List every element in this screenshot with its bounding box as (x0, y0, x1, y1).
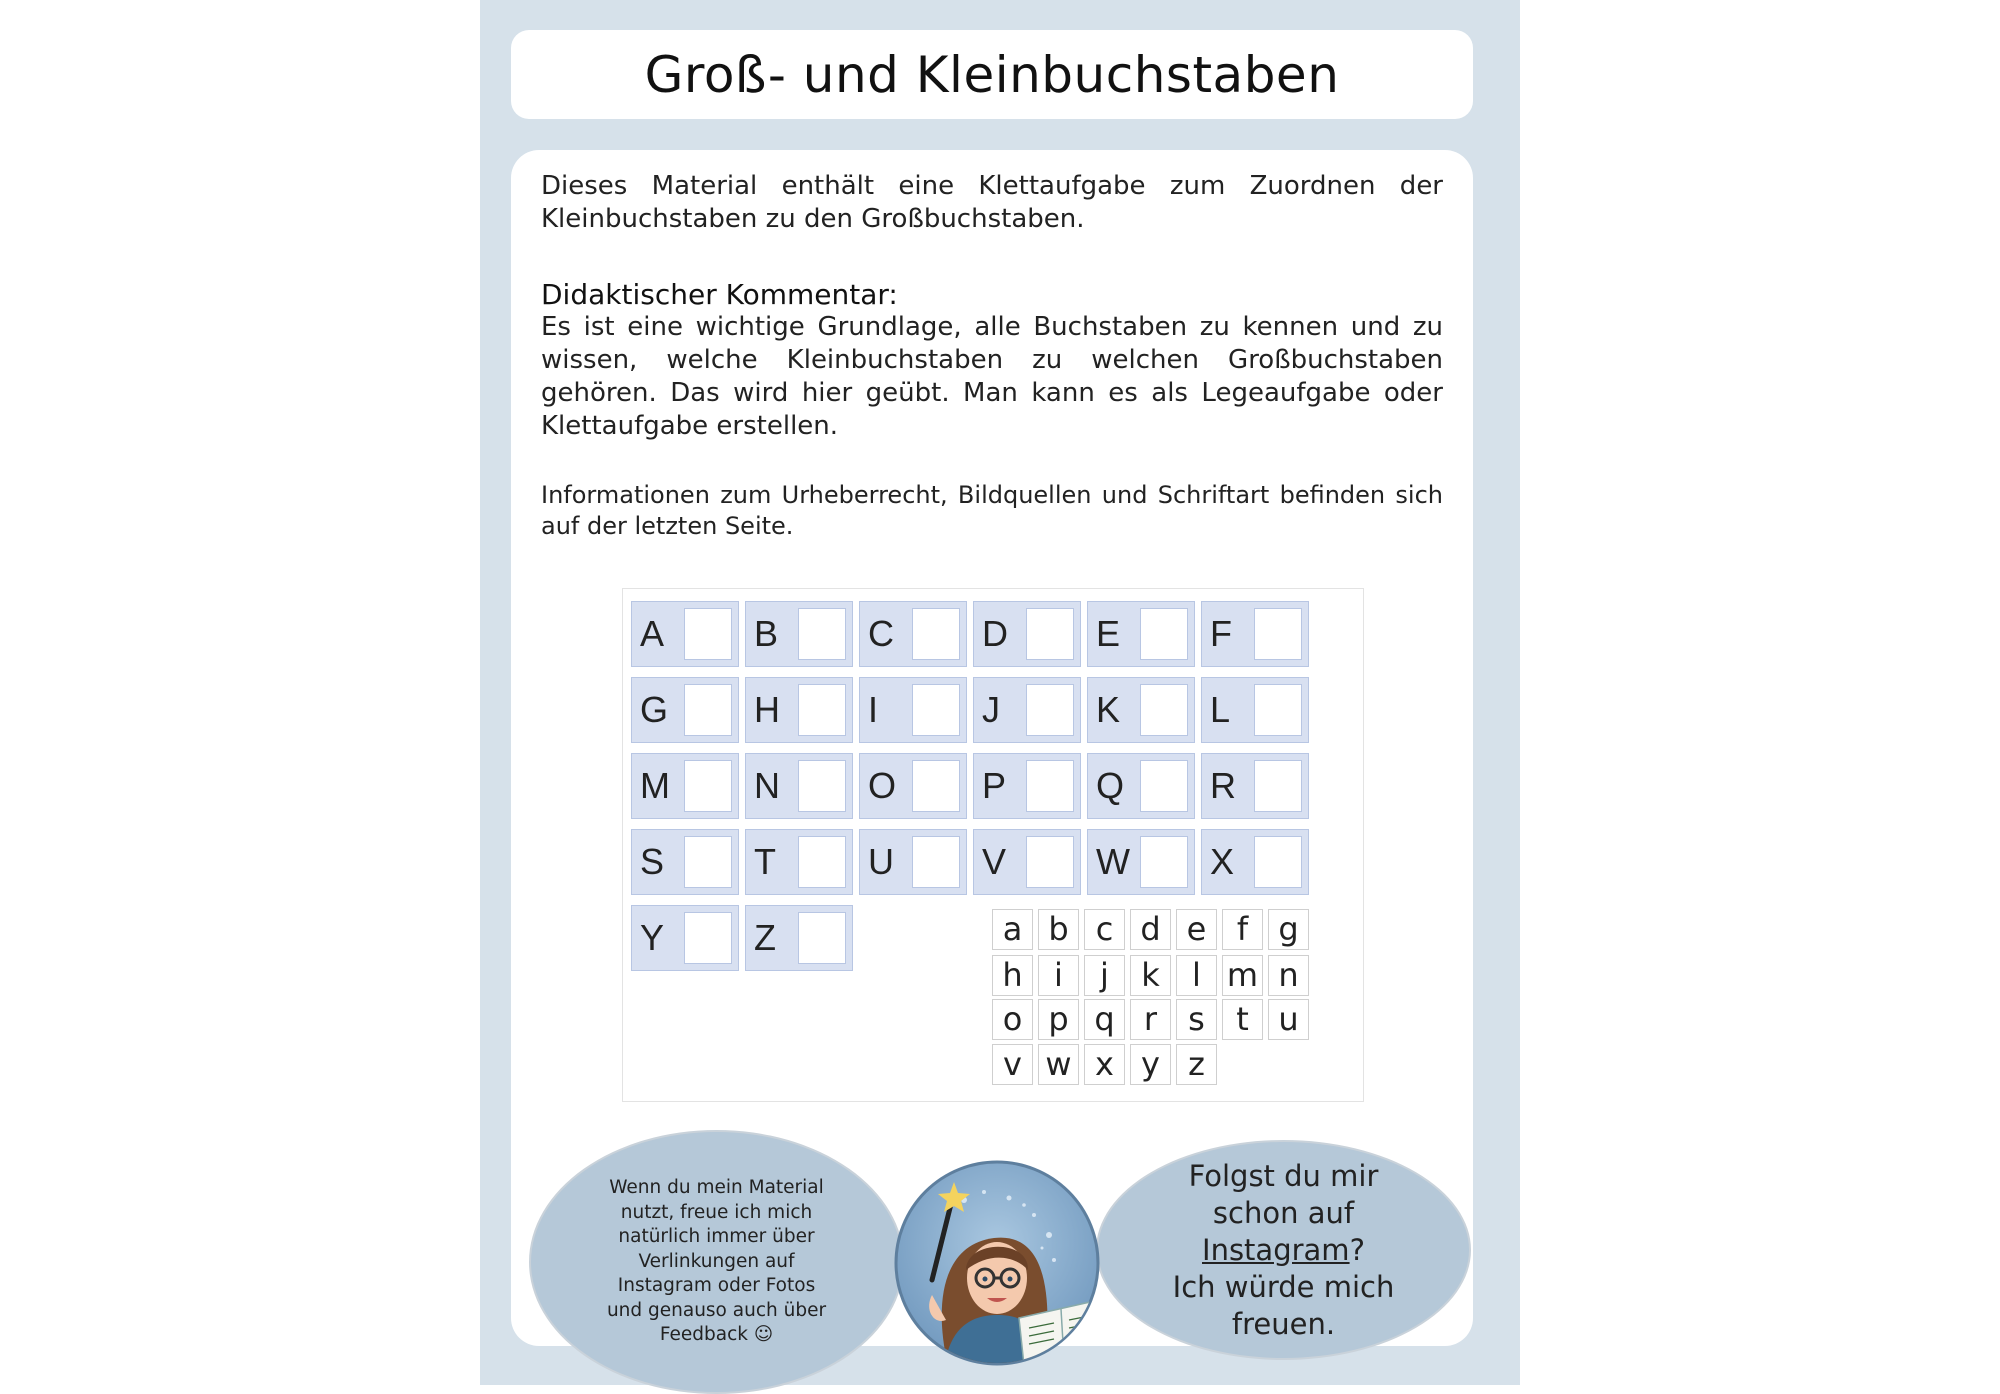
lowercase-card-j: j (1084, 955, 1125, 996)
lowercase-card-i: i (1038, 955, 1079, 996)
uppercase-cell-q (1087, 753, 1195, 819)
uppercase-cell-y (631, 905, 739, 971)
uppercase-letter: Y (640, 917, 665, 958)
comment-heading: Didaktischer Kommentar: (541, 278, 898, 311)
title-box (511, 30, 1473, 119)
uppercase-letter: J (982, 689, 1000, 730)
uppercase-letter: N (754, 765, 780, 806)
velcro-slot (912, 760, 960, 812)
uppercase-cell-w (1087, 829, 1195, 895)
uppercase-letter: S (640, 841, 665, 882)
uppercase-letter: H (754, 689, 780, 730)
uppercase-cell-f (1201, 601, 1309, 667)
uppercase-cell-v (973, 829, 1081, 895)
uppercase-letter: F (1210, 613, 1232, 654)
lowercase-card-s: s (1176, 999, 1217, 1040)
velcro-slot (1026, 836, 1074, 888)
lowercase-card-o: o (992, 999, 1033, 1040)
velcro-slot (1026, 684, 1074, 736)
velcro-slot (798, 760, 846, 812)
uppercase-letter: O (868, 765, 897, 806)
velcro-slot (912, 608, 960, 660)
lowercase-card-h: h (992, 955, 1033, 996)
uppercase-letter: A (640, 613, 665, 654)
uppercase-letter: R (1210, 765, 1236, 806)
uppercase-letter: B (754, 613, 779, 654)
feedback-bubble (529, 1130, 904, 1394)
velcro-slot (1140, 760, 1188, 812)
uppercase-letter: C (868, 613, 894, 654)
uppercase-letter: T (754, 841, 776, 882)
uppercase-cell-b (745, 601, 853, 667)
uppercase-cell-x (1201, 829, 1309, 895)
velcro-slot (798, 836, 846, 888)
uppercase-letter: E (1096, 613, 1121, 654)
uppercase-cell-n (745, 753, 853, 819)
uppercase-cell-a (631, 601, 739, 667)
lowercase-card-v: v (992, 1044, 1033, 1085)
velcro-slot (684, 760, 732, 812)
uppercase-cell-t (745, 829, 853, 895)
uppercase-cell-g (631, 677, 739, 743)
uppercase-cell-l (1201, 677, 1309, 743)
avatar-illustration (894, 1160, 1100, 1366)
lowercase-card-n: n (1268, 955, 1309, 996)
velcro-slot (798, 684, 846, 736)
letter-grid-preview (622, 588, 1364, 1102)
uppercase-letter: L (1210, 689, 1231, 730)
lowercase-card-f: f (1222, 909, 1263, 950)
lowercase-card-a: a (992, 909, 1033, 950)
uppercase-letter: U (868, 841, 894, 882)
velcro-slot (798, 912, 846, 964)
lowercase-card-t: t (1222, 999, 1263, 1040)
uppercase-cell-c (859, 601, 967, 667)
uppercase-cell-r (1201, 753, 1309, 819)
velcro-slot (1254, 684, 1302, 736)
instagram-bubble (1096, 1140, 1471, 1360)
velcro-slot (1254, 608, 1302, 660)
lowercase-card-w: w (1038, 1044, 1079, 1085)
uppercase-letter: G (640, 689, 669, 730)
uppercase-letter: X (1210, 841, 1235, 882)
page-title: Groß- und Kleinbuchstaben (644, 45, 1340, 104)
uppercase-cell-k (1087, 677, 1195, 743)
instagram-question: Folgst du mir schon auf (1188, 1158, 1379, 1230)
lowercase-card-e: e (1176, 909, 1217, 950)
lowercase-card-k: k (1130, 955, 1171, 996)
copyright-info: Informationen zum Urheberrecht, Bildquellen und Schriftart befinden sich auf der letzten Seite. (541, 481, 1443, 540)
instagram-text (1154, 1158, 1414, 1343)
uppercase-letter: P (982, 765, 1007, 806)
velcro-slot (1140, 684, 1188, 736)
uppercase-letter: W (1096, 841, 1130, 882)
velcro-slot (1026, 608, 1074, 660)
lowercase-card-x: x (1084, 1044, 1125, 1085)
lowercase-card-m: m (1222, 955, 1263, 996)
instagram-closing: Ich würde mich freuen. (1172, 1269, 1395, 1341)
velcro-slot (684, 684, 732, 736)
velcro-slot (684, 608, 732, 660)
uppercase-cell-m (631, 753, 739, 819)
uppercase-letter: D (982, 613, 1008, 654)
velcro-slot (1140, 836, 1188, 888)
lowercase-card-p: p (1038, 999, 1079, 1040)
velcro-slot (684, 836, 732, 888)
uppercase-cell-d (973, 601, 1081, 667)
lowercase-card-d: d (1130, 909, 1171, 950)
uppercase-cell-j (973, 677, 1081, 743)
velcro-slot (1026, 760, 1074, 812)
uppercase-letter: I (868, 689, 879, 730)
uppercase-cell-u (859, 829, 967, 895)
intro-text: Dieses Material enthält eine Klettaufgabe zum Zuordnen der Kleinbuchstaben zu den Großbuchstaben. (541, 171, 1443, 234)
lowercase-card-g: g (1268, 909, 1309, 950)
lowercase-card-l: l (1176, 955, 1217, 996)
velcro-slot (912, 836, 960, 888)
uppercase-cell-s (631, 829, 739, 895)
comment-body: Es ist eine wichtige Grundlage, alle Buchstaben zu kennen und zu wissen, welche Kleinbuchstaben zu welchen Großbuchstaben gehören. Das wird hier geübt. Man kann es als Legeaufgabe oder Klettaufgabe erstellen. (541, 312, 1443, 441)
lowercase-card-z: z (1176, 1044, 1217, 1085)
velcro-slot (912, 684, 960, 736)
uppercase-cell-o (859, 753, 967, 819)
lowercase-card-u: u (1268, 999, 1309, 1040)
velcro-slot (684, 912, 732, 964)
lowercase-card-c: c (1084, 909, 1125, 950)
velcro-slot (1140, 608, 1188, 660)
instagram-question-mark: ? (1349, 1232, 1365, 1267)
uppercase-letter: Q (1096, 765, 1125, 806)
uppercase-letter: K (1096, 689, 1121, 730)
instagram-link[interactable]: Instagram (1202, 1232, 1350, 1267)
uppercase-letter: V (982, 841, 1007, 882)
velcro-slot (1254, 836, 1302, 888)
uppercase-letter: M (640, 765, 670, 806)
didactic-comment (541, 278, 1443, 443)
lowercase-card-b: b (1038, 909, 1079, 950)
lowercase-card-q: q (1084, 999, 1125, 1040)
velcro-slot (1254, 760, 1302, 812)
lowercase-card-y: y (1130, 1044, 1171, 1085)
lowercase-card-r: r (1130, 999, 1171, 1040)
velcro-slot (798, 608, 846, 660)
uppercase-cell-z (745, 905, 853, 971)
uppercase-cell-p (973, 753, 1081, 819)
uppercase-cell-h (745, 677, 853, 743)
feedback-text: Wenn du mein Material nutzt, freue ich mich natürlich immer über Verlinkungen auf Instagram oder Fotos und genauso auch über Feedback ☺ (606, 1177, 827, 1346)
uppercase-cell-i (859, 677, 967, 743)
uppercase-letter: Z (754, 917, 776, 958)
uppercase-cell-e (1087, 601, 1195, 667)
